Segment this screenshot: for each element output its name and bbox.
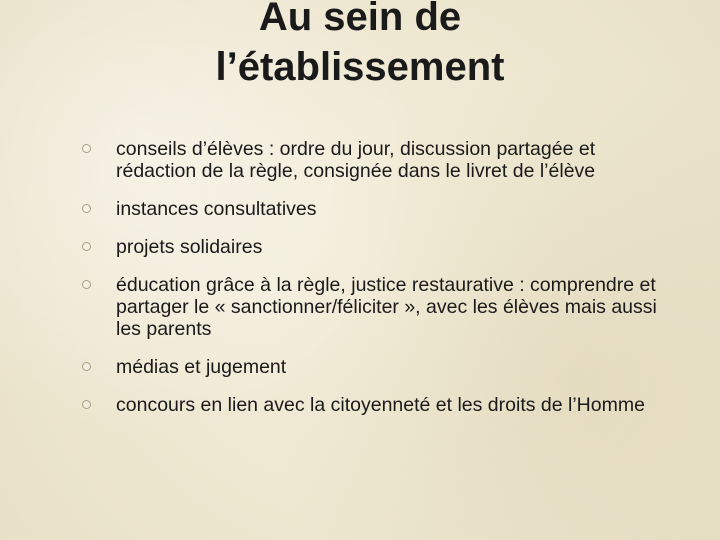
slide-title-line-2: l’établissement: [215, 45, 505, 89]
bullet-text: conseils d’élèves : ordre du jour, discussion partagée et rédaction de la règle, consignée dans le livret de l’élève: [116, 138, 596, 182]
bullet-item-instances: [82, 198, 662, 220]
bullet-icon: [82, 242, 91, 251]
bullet-icon: [82, 280, 91, 289]
bullet-icon: [82, 144, 91, 153]
slide-title-line-1: Au sein de: [258, 0, 462, 39]
bullet-text: projets solidaires: [116, 236, 263, 258]
bullet-item-conseils: [82, 138, 662, 182]
bullet-item-education: [82, 274, 662, 340]
bullet-item-projets: [82, 236, 662, 258]
bullet-text: médias et jugement: [116, 356, 287, 378]
bullet-icon: [82, 204, 91, 213]
bullet-text: éducation grâce à la règle, justice restaurative : comprendre et partager le « sanctionner/féliciter », avec les élèves mais aussi les parents: [116, 274, 657, 340]
bullet-item-concours: [82, 394, 662, 416]
bullet-item-medias: [82, 356, 662, 378]
bullet-icon: [82, 362, 91, 371]
bullet-text: instances consultatives: [116, 198, 317, 220]
slide-title: [0, 0, 720, 92]
bullet-text: concours en lien avec la citoyenneté et les droits de l’Homme: [116, 394, 645, 416]
bullet-icon: [82, 400, 91, 409]
bullet-list: [82, 138, 662, 432]
